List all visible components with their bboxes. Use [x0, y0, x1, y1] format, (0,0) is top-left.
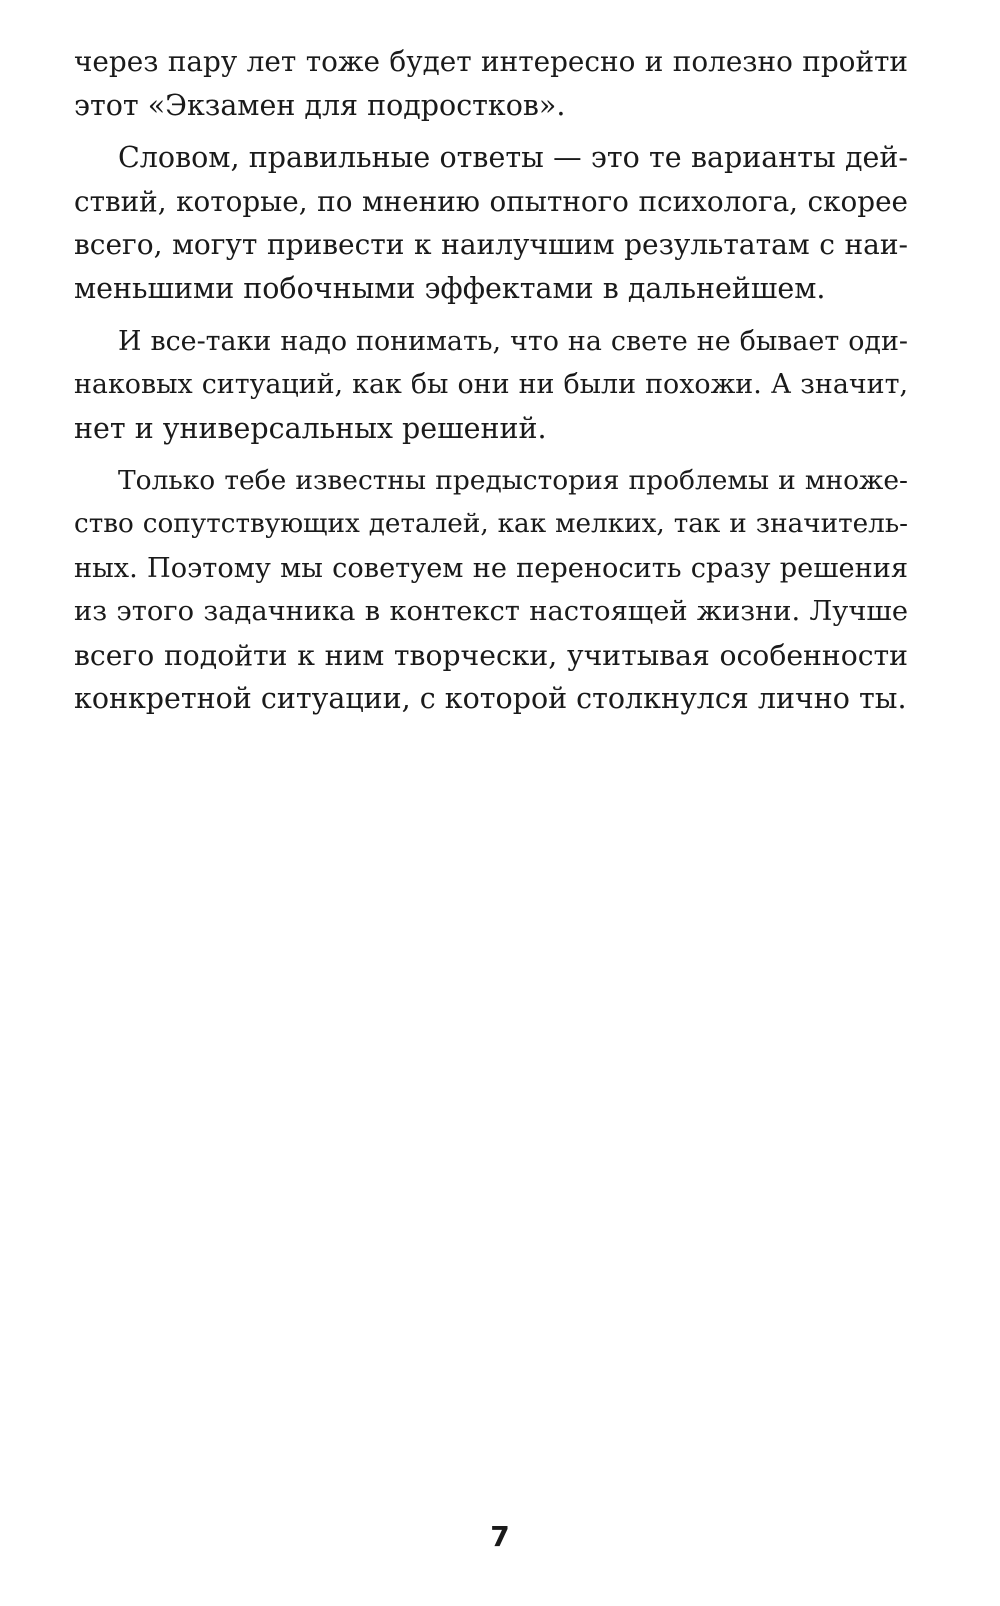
text-line: нет и универсальных решений. — [74, 411, 547, 445]
paragraph-1 — [74, 40, 908, 127]
paragraph-2 — [74, 136, 908, 310]
paragraph-3 — [74, 320, 908, 451]
text-line: этот «Экзамен для подростков». — [74, 88, 566, 122]
text-line: всего подойти к ним творчески, учитывая особенности — [74, 638, 908, 672]
text-line: ных. Поэтому мы советуем не переносить сразу решения — [74, 552, 908, 584]
text-line: всего, могут привести к наилучшим результатам с наи- — [74, 228, 908, 262]
text-line: ство сопутствующих деталей, как мелких, так и значитель- — [74, 508, 908, 539]
text-line: ствий, которые, по мнению опытного психолога, скорее — [74, 184, 908, 218]
text-line: из этого задачника в контекст настоящей жизни. Лучше — [74, 596, 908, 628]
text-line: через пару лет тоже будет интересно и полезно пройти — [74, 45, 908, 78]
body-text — [74, 40, 908, 721]
text-line: Только тебе известны предыстория проблемы и множе- — [118, 465, 908, 497]
page-number: 7 — [490, 1520, 510, 1553]
text-line: меньшими побочными эффектами в дальнейшем. — [74, 271, 826, 305]
text-line: наковых ситуаций, как бы они ни были похожи. А значит, — [74, 369, 908, 401]
text-line: конкретной ситуации, с которой столкнулся лично ты. — [74, 682, 907, 716]
text-line: И все-таки надо понимать, что на свете не бывает оди- — [118, 325, 908, 357]
paragraph-4 — [74, 459, 908, 721]
text-line: Словом, правильные ответы — это те варианты дей- — [118, 141, 908, 175]
